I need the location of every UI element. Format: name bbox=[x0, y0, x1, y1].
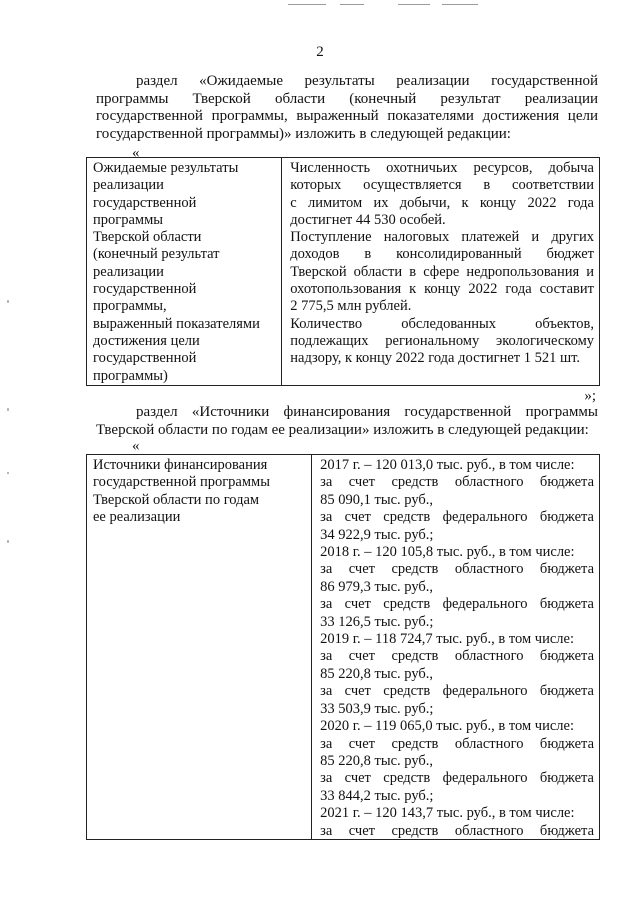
cell-line: государственной bbox=[93, 194, 197, 211]
paragraph-line: раздел «Источники финансирования государственной программы bbox=[136, 404, 598, 420]
cell-line: 2017 г. – 120 013,0 тыс. руб., в том числе: bbox=[320, 457, 575, 473]
cell-line: Количество обследованных объектов, bbox=[290, 315, 594, 332]
scan-artifact-left bbox=[7, 472, 9, 474]
cell-line: 2021 г. – 120 143,7 тыс. руб., в том числе: bbox=[320, 805, 575, 822]
cell-line: (конечный результат bbox=[93, 246, 220, 263]
cell-line: Тверской области по годам bbox=[93, 491, 260, 508]
table-label-cell bbox=[87, 158, 282, 385]
cell-line: 86 979,3 тыс. руб., bbox=[320, 578, 434, 595]
open-quote: « bbox=[132, 145, 140, 161]
open-quote: « bbox=[132, 438, 140, 454]
cell-line: 85 090,1 тыс. руб., bbox=[320, 491, 434, 508]
cell-line: ее реализации bbox=[93, 509, 181, 526]
paragraph-line: Тверской области по годам ее реализации» изложить в следующей редакции: bbox=[96, 421, 589, 438]
cell-line: доходов в консолидированный бюджет bbox=[290, 246, 594, 263]
scan-artifact-left bbox=[7, 300, 9, 303]
scan-artifact-top bbox=[288, 4, 478, 8]
expected-results-table bbox=[86, 157, 600, 386]
cell-line: государственной программы bbox=[93, 474, 270, 491]
cell-line: 2018 г. – 120 105,8 тыс. руб., в том числе: bbox=[320, 544, 575, 561]
cell-line: Источники финансирования bbox=[93, 457, 268, 473]
cell-line: за счет средств федерального бюджета bbox=[320, 509, 594, 526]
close-quote: »; bbox=[584, 388, 596, 404]
paragraph-line: государственной программы)» изложить в следующей редакции: bbox=[96, 125, 511, 142]
page-number: 2 bbox=[316, 44, 324, 60]
cell-line: государственной bbox=[93, 281, 197, 298]
cell-line: Поступление налоговых платежей и других bbox=[290, 229, 594, 246]
cell-line: 85 220,8 тыс. руб., bbox=[320, 665, 434, 682]
cell-line: за счет средств областного бюджета bbox=[320, 561, 594, 578]
cell-line: государственной bbox=[93, 350, 197, 367]
scan-artifact-left bbox=[7, 408, 9, 411]
paragraph-expected-results bbox=[96, 73, 598, 143]
cell-line: реализации bbox=[93, 263, 164, 280]
cell-line: за счет средств областного бюджета bbox=[320, 822, 594, 839]
cell-line: 2020 г. – 119 065,0 тыс. руб., в том числе: bbox=[320, 718, 574, 735]
cell-line: 85 220,8 тыс. руб., bbox=[320, 752, 434, 769]
cell-line: Тверской области в сфере недропользования и bbox=[290, 263, 594, 280]
cell-line: за счет средств федерального бюджета bbox=[320, 770, 594, 787]
cell-line: достижения цели bbox=[93, 332, 200, 349]
cell-line: за счет средств федерального бюджета bbox=[320, 683, 594, 700]
paragraph-line: программы Тверской области (конечный результат реализации bbox=[96, 90, 598, 107]
cell-line: надзору, к концу 2022 года достигнет 1 521 шт. bbox=[290, 350, 581, 367]
cell-line: с лимитом их добычи, к концу 2022 года bbox=[290, 194, 594, 211]
cell-line: Тверской области bbox=[93, 229, 202, 246]
cell-line: охотопользования к концу 2022 года составит bbox=[290, 281, 594, 298]
cell-line: за счет средств областного бюджета bbox=[320, 735, 594, 752]
cell-line: Численность охотничьих ресурсов, добыча bbox=[290, 160, 594, 176]
cell-line: 2 775,5 млн рублей. bbox=[290, 298, 412, 315]
cell-line: 2019 г. – 118 724,7 тыс. руб., в том числе: bbox=[320, 631, 574, 648]
cell-line: 33 126,5 тыс. руб.; bbox=[320, 613, 434, 630]
paragraph-line: государственной программы, выраженный показателями достижения цели bbox=[96, 108, 598, 124]
paragraph-line: раздел «Ожидаемые результаты реализации государственной bbox=[136, 73, 598, 89]
cell-line: 34 922,9 тыс. руб.; bbox=[320, 526, 434, 543]
cell-line: программы bbox=[93, 211, 163, 228]
paragraph-funding-sources bbox=[96, 404, 598, 439]
cell-line: за счет средств федерального бюджета bbox=[320, 596, 594, 613]
funding-sources-table bbox=[86, 454, 600, 840]
cell-line: 33 503,9 тыс. руб.; bbox=[320, 700, 434, 717]
cell-line: подлежащих региональному экологическому bbox=[290, 332, 594, 349]
cell-line: программы) bbox=[93, 367, 168, 384]
cell-line: за счет средств областного бюджета bbox=[320, 648, 594, 665]
scan-artifact-left bbox=[7, 540, 9, 543]
cell-line: реализации bbox=[93, 177, 164, 194]
cell-line: выраженный показателями bbox=[93, 315, 260, 332]
cell-line: которых осуществляется в соответствии bbox=[290, 177, 594, 194]
table-value-cell bbox=[312, 455, 599, 839]
cell-line: Ожидаемые результаты bbox=[93, 160, 239, 176]
table-label-cell bbox=[87, 455, 312, 839]
cell-line: программы, bbox=[93, 298, 167, 315]
cell-line: за счет средств областного бюджета bbox=[320, 474, 594, 491]
table-value-cell bbox=[282, 158, 599, 385]
cell-line: достигнет 44 530 особей. bbox=[290, 211, 446, 228]
cell-line: 33 844,2 тыс. руб.; bbox=[320, 787, 434, 804]
